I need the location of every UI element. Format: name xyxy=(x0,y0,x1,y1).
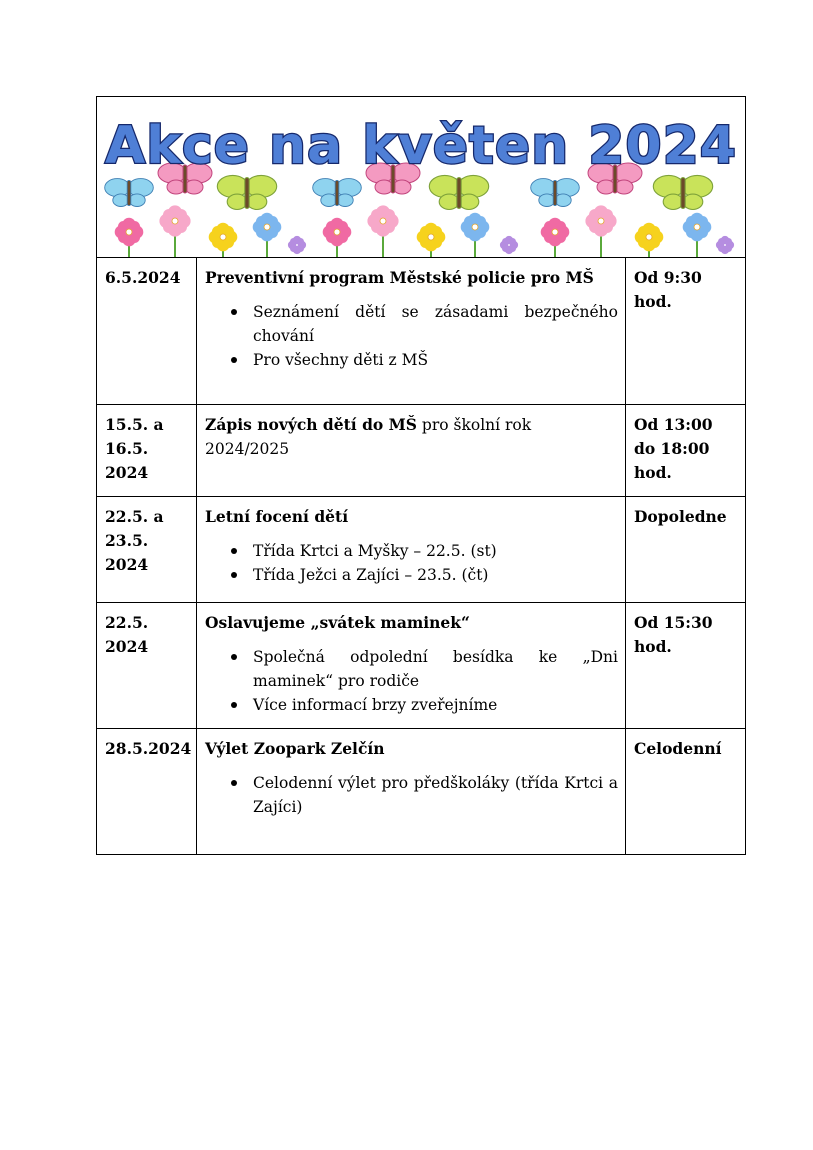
header-banner xyxy=(97,97,745,257)
event-title: Letní focení dětí xyxy=(205,507,349,526)
event-description xyxy=(197,603,626,729)
event-row xyxy=(97,603,746,729)
events-table xyxy=(96,96,746,855)
list-item: Třída Krtci a Myšky – 22.5. (st) xyxy=(253,539,618,563)
list-item: Třída Ježci a Zajíci – 23.5. (čt) xyxy=(253,563,618,587)
event-date: 6.5.2024 xyxy=(97,258,197,405)
page-title: Akce na květen 2024 xyxy=(105,116,737,176)
event-date: 22.5. 2024 xyxy=(97,603,197,729)
banner-cell xyxy=(97,97,746,258)
event-time: Dopoledne xyxy=(625,497,745,603)
butterflies-flowers-illustration xyxy=(97,97,745,257)
event-title: Preventivní program Městské policie pro MŠ xyxy=(205,268,594,287)
event-time: Celodenní xyxy=(625,729,745,855)
event-description xyxy=(197,497,626,603)
event-title: Zápis nových dětí do MŠ xyxy=(205,415,417,434)
event-bullets xyxy=(205,645,618,717)
event-row xyxy=(97,729,746,855)
event-description xyxy=(197,405,626,497)
event-row xyxy=(97,258,746,405)
event-time: Od 15:30 hod. xyxy=(625,603,745,729)
event-date: 28.5.2024 xyxy=(97,729,197,855)
event-bullets xyxy=(205,771,618,819)
event-bullets xyxy=(205,539,618,587)
event-row xyxy=(97,497,746,603)
list-item: Celodenní výlet pro předškoláky (třída Krtci a Zajíci) xyxy=(253,771,618,819)
event-date: 15.5. a 16.5. 2024 xyxy=(97,405,197,497)
event-description xyxy=(197,258,626,405)
event-bullets xyxy=(205,300,618,372)
list-item: Více informací brzy zveřejníme xyxy=(253,693,618,717)
banner-row xyxy=(97,97,746,258)
event-title-rest: pro školní rok 2024/2025 xyxy=(205,416,532,458)
event-date: 22.5. a 23.5. 2024 xyxy=(97,497,197,603)
event-title: Oslavujeme „svátek maminek“ xyxy=(205,613,470,632)
list-item: Seznámení dětí se zásadami bezpečného chování xyxy=(253,300,618,348)
event-time: Od 13:00 do 18:00 hod. xyxy=(625,405,745,497)
event-description xyxy=(197,729,626,855)
event-title: Výlet Zoopark Zelčín xyxy=(205,739,385,758)
event-time: Od 9:30 hod. xyxy=(625,258,745,405)
event-row xyxy=(97,405,746,497)
list-item: Společná odpolední besídka ke „Dni maminek“ pro rodiče xyxy=(253,645,618,693)
list-item: Pro všechny děti z MŠ xyxy=(253,348,618,372)
